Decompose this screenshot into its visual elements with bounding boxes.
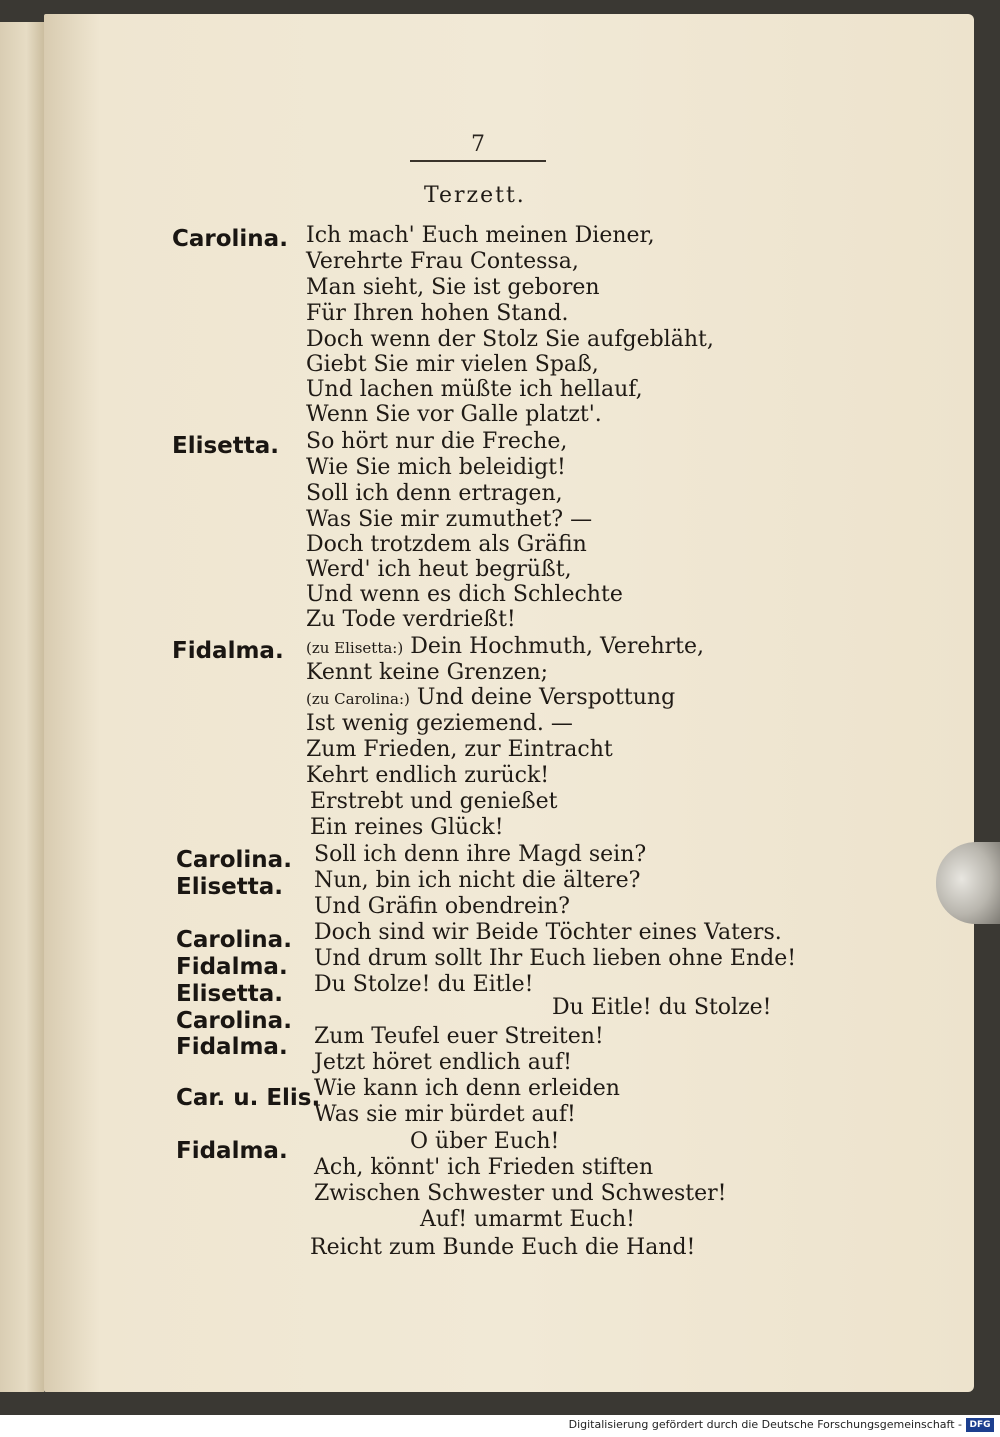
verse-line: Und drum sollt Ihr Euch lieben ohne Ende! bbox=[314, 946, 797, 971]
page-number-rule bbox=[410, 160, 546, 162]
speaker-name: Fidalma. bbox=[172, 638, 284, 664]
verse-line: Was Sie mir zumuthet? — bbox=[306, 507, 593, 532]
verse-line: Doch wenn der Stolz Sie aufgebläht, bbox=[306, 327, 714, 352]
funding-notice: Digitalisierung gefördert durch die Deutsche Forschungsgemeinschaft - bbox=[568, 1418, 962, 1431]
section-title: Terzett. bbox=[424, 183, 526, 208]
speaker-name: Carolina. bbox=[176, 1008, 292, 1034]
verse-line: Auf! umarmt Euch! bbox=[420, 1207, 635, 1232]
verse-line: Zu Tode verdrießt! bbox=[306, 607, 516, 632]
verse-line bbox=[306, 685, 675, 710]
verse-text: Dein Hochmuth, Verehrte, bbox=[410, 634, 704, 659]
verse-line: Soll ich denn ihre Magd sein? bbox=[314, 842, 647, 867]
verse-line bbox=[306, 634, 704, 659]
verse-line: Werd' ich heut begrüßt, bbox=[306, 557, 572, 582]
verse-line: Wie kann ich denn erleiden bbox=[314, 1076, 620, 1101]
verse-line: Zum Teufel euer Streiten! bbox=[314, 1024, 604, 1049]
verse-text: Und deine Verspottung bbox=[416, 685, 676, 710]
speaker-name: Carolina. bbox=[176, 847, 292, 873]
verse-line: Was sie mir bürdet auf! bbox=[314, 1102, 576, 1127]
verse-line: Zum Frieden, zur Eintracht bbox=[306, 737, 613, 762]
verse-line: Und lachen müßte ich hellauf, bbox=[306, 377, 643, 402]
verse-line: Erstrebt und genießet bbox=[310, 789, 558, 814]
verse-line: Jetzt höret endlich auf! bbox=[314, 1050, 572, 1075]
verse-line: Ist wenig geziemend. — bbox=[306, 711, 573, 736]
stage-direction: (zu Elisetta:) bbox=[306, 639, 404, 657]
left-page-edge bbox=[0, 22, 44, 1392]
verse-line: Und Gräfin obendrein? bbox=[314, 894, 570, 919]
verse-line: Reicht zum Bunde Euch die Hand! bbox=[310, 1235, 696, 1260]
verse-line: Ach, könnt' ich Frieden stiften bbox=[314, 1155, 654, 1180]
verse-line: Soll ich denn ertragen, bbox=[306, 481, 563, 506]
speaker-name: Elisetta. bbox=[176, 874, 284, 900]
verse-line: Doch sind wir Beide Töchter eines Vaters. bbox=[314, 920, 782, 945]
verse-line: Doch trotzdem als Gräfin bbox=[306, 532, 587, 557]
dfg-logo: DFG bbox=[966, 1418, 994, 1432]
verse-line: Du Eitle! du Stolze! bbox=[552, 995, 772, 1020]
verse-line: Wie Sie mich beleidigt! bbox=[306, 455, 566, 480]
verse-line: Zwischen Schwester und Schwester! bbox=[314, 1181, 727, 1206]
verse-line: So hört nur die Freche, bbox=[306, 429, 568, 454]
verse-line: Und wenn es dich Schlechte bbox=[306, 582, 623, 607]
speaker-name: Carolina. bbox=[176, 927, 292, 953]
verse-line: Ein reines Glück! bbox=[310, 815, 504, 840]
speaker-name: Carolina. bbox=[172, 226, 288, 252]
page-number: 7 bbox=[471, 132, 485, 157]
verse-line: Kehrt endlich zurück! bbox=[306, 763, 550, 788]
speaker-name: Fidalma. bbox=[176, 1034, 288, 1060]
verse-line: Kennt keine Grenzen; bbox=[306, 660, 549, 685]
verse-line: Für Ihren hohen Stand. bbox=[306, 301, 569, 326]
verse-line: Wenn Sie vor Galle platzt'. bbox=[306, 402, 602, 427]
verse-line: Man sieht, Sie ist geboren bbox=[306, 275, 600, 300]
speaker-name: Elisetta. bbox=[172, 433, 280, 459]
verse-line: Giebt Sie mir vielen Spaß, bbox=[306, 352, 599, 377]
verse-line: Nun, bin ich nicht die ältere? bbox=[314, 868, 641, 893]
verse-line: O über Euch! bbox=[410, 1129, 560, 1154]
speaker-name: Fidalma. bbox=[176, 1138, 288, 1164]
footer-bar bbox=[0, 1415, 1000, 1437]
verse-line: Du Stolze! du Eitle! bbox=[314, 972, 534, 997]
stage-direction: (zu Carolina:) bbox=[306, 690, 410, 708]
speaker-name: Elisetta. bbox=[176, 981, 284, 1007]
verse-line: Verehrte Frau Contessa, bbox=[306, 249, 579, 274]
speaker-name: Car. u. Elis. bbox=[176, 1085, 321, 1111]
verse-line: Ich mach' Euch meinen Diener, bbox=[306, 223, 655, 248]
speaker-name: Fidalma. bbox=[176, 954, 288, 980]
